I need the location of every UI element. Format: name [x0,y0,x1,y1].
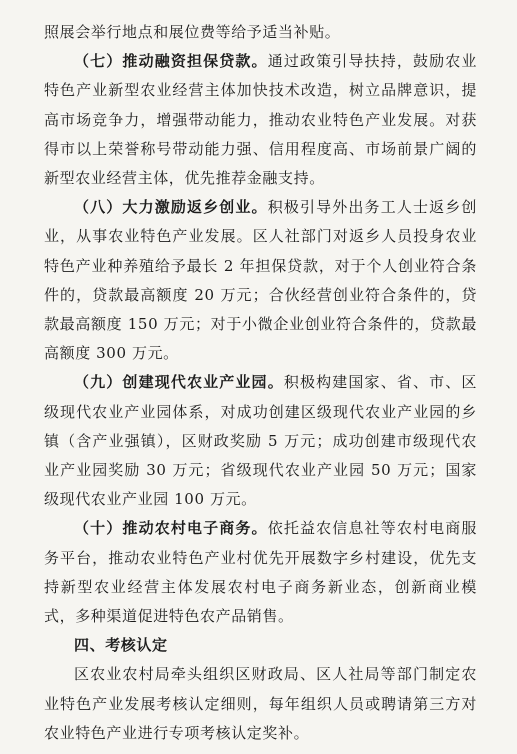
paragraph-financing-guarantee [44,47,477,193]
paragraph-rural-ecommerce [44,514,477,631]
paragraph-text: 积极引导外出务工人士返乡创业，从事农业特色产业发展。区人社部门对返乡人员投身农业特色产业种养殖给予最长 2 年担保贷款，对于个人创业符合条件的，贷款最高额度 20 万元；合伙经营创业符合条件的，贷款最高额度 150 万元；对于小微企业创业符合条件的，贷款最高额度 300 万元。 [44,198,477,363]
paragraph-lead: （七）推动融资担保贷款。 [74,52,268,71]
paragraph-return-entrepreneurship [44,193,477,368]
paragraph-industrial-park [44,368,477,514]
paragraph-assessment: 区农业农村局牵头组织区财政局、区人社局等部门制定农业特色产业发展考核认定细则，每年组织人员或聘请第三方对农业特色产业进行专项考核认定奖补。 [44,665,477,742]
paragraph-text: 照展会举行地点和展位费等给予适当补贴。 [44,23,341,41]
paragraph-text: 积极构建国家、省、市、区级现代农业产业园体系，对成功创建区级现代农业产业园的乡镇（含产业强镇），区财政奖励 5 万元；成功创建市级现代农业产业园奖励 30 万元；省级现代农业产业园 50 万元；国家级现代农业产业园 100 万元。 [44,373,477,509]
paragraph-text: 依托益农信息社等农村电商服务平台，推动农业特色产业村优先开展数字乡村建设，优先支持新型农业经营主体发展农村电子商务新业态，创新商业模式，多种渠道促进特色农产品销售。 [44,519,477,626]
paragraph-text: 通过政策引导扶持，鼓励农业特色产业新型农业经营主体加快技术改造，树立品牌意识，提高市场竞争力，增强带动能力，推动农业特色产业发展。对获得市以上荣誉称号带动能力强、信用程度高、市场前景广阔的新型农业经营主体，优先推荐金融支持。 [44,52,477,188]
section-heading: 四、考核认定 [74,636,168,655]
paragraph-lead: （九）创建现代农业产业园。 [74,373,284,392]
paragraph-lead: （十）推动农村电子商务。 [74,519,268,538]
paragraph-continued [44,18,477,47]
paragraph-lead: （八）大力激励返乡创业。 [74,198,268,217]
